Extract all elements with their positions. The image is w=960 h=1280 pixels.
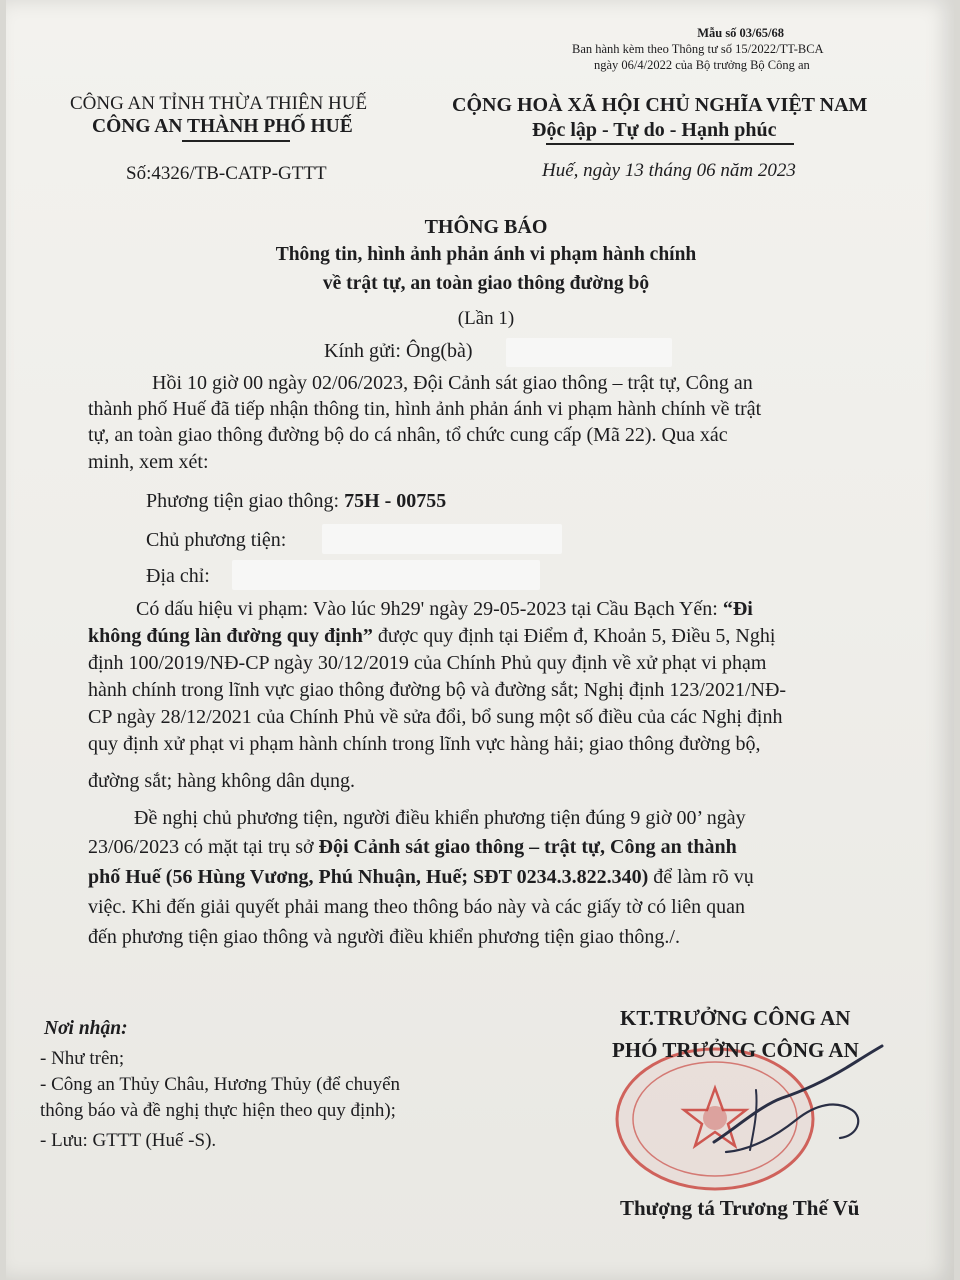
- document-page: [6, 0, 954, 1280]
- request-date: 23/06/2023 có mặt tại trụ sở: [88, 836, 319, 858]
- violation-intro: Có dấu hiệu vi phạm: Vào lúc 9h29' ngày 29-05-2023 tại Cầu Bạch Yến:: [136, 598, 723, 620]
- signatory-title-2: PHÓ TRƯỞNG CÔNG AN: [612, 1038, 859, 1062]
- signatory-name: Thượng tá Trương Thế Vũ: [620, 1196, 860, 1220]
- form-issued-line-1: Ban hành kèm theo Thông tư số 15/2022/TT-BCA: [572, 42, 824, 56]
- violation-line-2: [88, 625, 775, 648]
- intro-line-1: Hồi 10 giờ 00 ngày 02/06/2023, Đội Cảnh sát giao thông – trật tự, Công an: [152, 372, 753, 394]
- request-line-3: [88, 866, 754, 889]
- request-line-4: việc. Khi đến giải quyết phải mang theo thông báo này và các giấy tờ có liên quan: [88, 896, 746, 918]
- violation-line-3: định 100/2019/NĐ-CP ngày 30/12/2019 của Chính Phủ quy định về xử phạt vi phạm: [88, 652, 767, 674]
- form-code: Mẫu số 03/65/68: [697, 26, 784, 40]
- redacted-owner: [322, 524, 562, 554]
- recipient-item: thông báo và đề nghị thực hiện theo quy định);: [40, 1100, 396, 1121]
- request-line-5: đến phương tiện giao thông và người điều khiển phương tiện giao thông./.: [88, 926, 680, 948]
- signatory-title-1: KT.TRƯỞNG CÔNG AN: [620, 1006, 851, 1030]
- office-name: Đội Cảnh sát giao thông – trật tự, Công an thành: [318, 836, 737, 858]
- violation-name-start: “Đi: [722, 598, 753, 620]
- motto-underline: [546, 143, 794, 145]
- recipient-item: - Lưu: GTTT (Huế -S).: [40, 1130, 217, 1151]
- greeting: Kính gửi: Ông(bà): [324, 340, 473, 362]
- document-subtitle-2: về trật tự, an toàn giao thông đường bộ: [322, 273, 650, 294]
- redacted-recipient-name: [506, 338, 672, 367]
- violation-line-7: đường sắt; hàng không dân dụng.: [88, 770, 355, 792]
- vehicle-label: Phương tiện giao thông:: [146, 490, 340, 512]
- document-number: Số:4326/TB-CATP-GTTT: [126, 163, 327, 184]
- request-line-1: Đề nghị chủ phương tiện, người điều khiển phương tiện đúng 9 giờ 00’ ngày: [134, 807, 746, 829]
- license-plate: 75H - 00755: [344, 490, 447, 512]
- redacted-address: [232, 560, 540, 590]
- office-address: phố Huế (56 Hùng Vương, Phú Nhuận, Huế; SĐT 0234.3.822.340): [88, 866, 649, 888]
- agency-name: CÔNG AN THÀNH PHỐ HUẾ: [92, 116, 353, 137]
- agency-parent: CÔNG AN TỈNH THỪA THIÊN HUẾ: [70, 93, 368, 114]
- notice-round: (Lần 1): [457, 308, 515, 329]
- violation-line-4: hành chính trong lĩnh vực giao thông đường bộ và đường sắt; Nghị định 123/2021/NĐ-: [88, 679, 787, 701]
- violation-line-6: quy định xử phạt vi phạm hành chính trong lĩnh vực hàng hải; giao thông đường bộ,: [88, 733, 761, 755]
- document-subtitle-1: Thông tin, hình ảnh phản ánh vi phạm hành chính: [275, 244, 697, 265]
- intro-line-3: tự, an toàn giao thông đường bộ do cá nhân, tổ chức cung cấp (Mã 22). Qua xác: [88, 424, 728, 446]
- violation-legal-ref: được quy định tại Điểm đ, Khoản 5, Điều 5, Nghị: [372, 625, 776, 647]
- document-title: THÔNG BÁO: [424, 216, 548, 238]
- agency-underline: [182, 140, 290, 142]
- place-date: Huế, ngày 13 tháng 06 năm 2023: [542, 160, 796, 181]
- recipient-item: - Công an Thủy Châu, Hương Thủy (để chuyển: [40, 1074, 401, 1095]
- recipients-heading: Nơi nhận:: [44, 1018, 128, 1039]
- country-motto: Độc lập - Tự do - Hạnh phúc: [532, 119, 777, 141]
- form-issued-line-2: ngày 06/4/2022 của Bộ trưởng Bộ Công an: [594, 58, 810, 72]
- country-name: CỘNG HOÀ XÃ HỘI CHỦ NGHĨA VIỆT NAM: [452, 94, 868, 116]
- violation-name-end: không đúng làn đường quy định”: [88, 625, 373, 647]
- request-purpose: để làm rõ vụ: [648, 866, 754, 888]
- request-line-2: [88, 836, 737, 859]
- intro-line-2: thành phố Huế đã tiếp nhận thông tin, hình ảnh phản ánh vi phạm hành chính về trật: [88, 398, 762, 420]
- vehicle-row: [146, 490, 446, 513]
- violation-line-5: CP ngày 28/12/2021 của Chính Phủ về sửa đổi, bổ sung một số điều của các Nghị định: [88, 706, 783, 728]
- recipient-item: - Như trên;: [40, 1048, 125, 1069]
- intro-line-4: minh, xem xét:: [88, 451, 209, 473]
- owner-label: Chủ phương tiện:: [146, 529, 287, 551]
- address-label: Địa chỉ:: [146, 565, 210, 587]
- violation-line-1: [136, 598, 753, 621]
